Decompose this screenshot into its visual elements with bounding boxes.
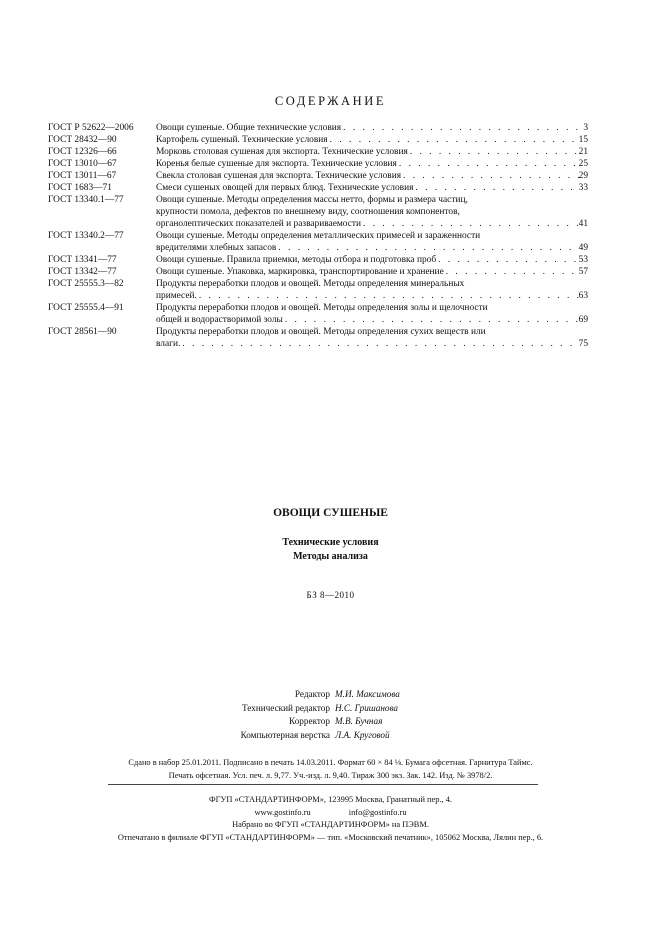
toc-entry[interactable]	[48, 230, 588, 254]
toc-standard-code: ГОСТ 28432—90	[48, 135, 117, 145]
toc-page-number: 29	[578, 171, 588, 181]
toc-entry-body	[156, 266, 588, 278]
toc-leader-line	[156, 314, 588, 326]
toc-entry-body	[156, 278, 588, 302]
toc-standard-code: ГОСТ 1683—71	[48, 183, 112, 193]
publisher-contacts	[0, 807, 661, 820]
dot-leader	[197, 290, 579, 302]
dot-leader	[444, 266, 579, 278]
dot-leader	[408, 146, 579, 158]
toc-leader-line	[156, 146, 588, 158]
toc-page-number: 3	[583, 123, 588, 133]
toc-entry-body	[156, 302, 588, 326]
imprint-line-2: Печать офсетная. Усл. печ. л. 9,77. Уч.-изд. л. 9,40. Тираж 300 экз. Зак. 142. Изд. № 3978/2.	[168, 771, 493, 780]
toc-page-number: 41	[578, 219, 588, 229]
divider	[108, 784, 538, 785]
toc-standard-code: ГОСТ 13011—67	[48, 171, 117, 181]
publisher-address: ФГУП «СТАНДАРТИНФОРМ», 123995 Москва, Гранатный пер., 4.	[209, 795, 452, 804]
credit-role: Редактор	[294, 689, 330, 699]
book-subtitle-methods: Методы анализа	[293, 551, 368, 562]
credit-role: Технический редактор	[242, 702, 330, 713]
print-imprint	[0, 756, 661, 782]
toc-standard-code: ГОСТ 13010—67	[48, 159, 117, 169]
toc-entry[interactable]	[48, 146, 588, 158]
dot-leader	[413, 182, 578, 194]
toc-entry-body	[156, 326, 588, 350]
toc-page-number: 57	[578, 267, 588, 277]
toc-entry[interactable]	[48, 170, 588, 182]
toc-entry-body	[156, 158, 588, 170]
toc-title-line: Смеси сушеных овощей для первых блюд. Технические условия	[156, 183, 414, 193]
toc-page-number: 53	[578, 255, 588, 265]
toc-title-line: вредителями хлебных запасов	[156, 243, 277, 253]
dot-leader	[328, 134, 579, 146]
credit-line	[0, 715, 661, 729]
toc-standard-code: ГОСТ Р 52622—2006	[48, 123, 134, 133]
toc-entry-body	[156, 134, 588, 146]
toc-standard-code: ГОСТ 13340.2—77	[48, 231, 124, 241]
toc-title-line: Картофель сушеный. Технические условия	[156, 135, 328, 145]
toc-entry[interactable]	[48, 302, 588, 326]
table-of-contents	[48, 122, 588, 350]
toc-title-line: Продукты переработки плодов и овощей. Методы определения золы и щелочности	[156, 303, 488, 313]
dot-leader	[397, 158, 579, 170]
toc-leader-line	[156, 122, 588, 134]
bz-index: БЗ 8—2010	[306, 590, 355, 600]
toc-title-line: Морковь столовая сушеная для экспорта. Технические условия	[156, 147, 408, 157]
toc-entry[interactable]	[48, 266, 588, 278]
printing-note: Отпечатано в филиале ФГУП «СТАНДАРТИНФОРМ» — тип. «Московский печатник», 105062 Москва, Лялин пер., 6.	[117, 832, 544, 842]
typeset-note: Набрано во ФГУП «СТАНДАРТИНФОРМ» на ПЭВМ.	[232, 820, 429, 829]
toc-title-line: Овощи сушеные. Общие технические условия	[156, 123, 342, 133]
credits-block	[0, 688, 661, 742]
dot-leader	[276, 242, 578, 254]
toc-page-number: 33	[578, 183, 588, 193]
toc-entry[interactable]	[48, 122, 588, 134]
toc-leader-line	[156, 158, 588, 170]
credit-line	[0, 702, 661, 716]
toc-title-line: Овощи сушеные. Методы определения массы нетто, формы и размера частиц,	[156, 195, 468, 205]
book-title: ОВОЩИ СУШЕНЫЕ	[273, 507, 388, 519]
dot-leader	[341, 122, 583, 134]
toc-leader-line	[156, 242, 588, 254]
credit-line	[0, 688, 661, 702]
toc-page-number: 21	[578, 147, 588, 157]
toc-title-line: Овощи сушеные. Методы определения металлических примесей и зараженности	[156, 231, 481, 241]
dot-leader	[283, 314, 579, 326]
toc-entry-body	[156, 254, 588, 266]
credit-role: Корректор	[289, 716, 330, 726]
toc-standard-code: ГОСТ 25555.3—82	[48, 279, 124, 289]
toc-entry-body	[156, 146, 588, 158]
toc-entry-body	[156, 122, 588, 134]
toc-title-line: примесей.	[156, 291, 197, 301]
toc-title-line: Коренья белые сушеные для экспорта. Технические условия	[156, 159, 397, 169]
toc-entry-body	[156, 170, 588, 182]
credit-role: Компьютерная верстка	[240, 729, 330, 740]
credit-line	[0, 729, 661, 743]
toc-entry-body	[156, 182, 588, 194]
dot-leader	[436, 254, 579, 266]
toc-title-line: Овощи сушеные. Правила приемки, методы отбора и подготовка проб	[156, 255, 437, 265]
toc-entry[interactable]	[48, 254, 588, 266]
toc-leader-line	[156, 338, 588, 350]
dot-leader	[401, 170, 579, 182]
toc-page-number: 15	[578, 135, 588, 145]
toc-title-line: органолептических показателей и развариваемости	[156, 219, 361, 229]
toc-standard-code: ГОСТ 12326—66	[48, 147, 117, 157]
toc-standard-code: ГОСТ 28561—90	[48, 327, 117, 337]
toc-title-line: Продукты переработки плодов и овощей. Методы определения минеральных	[156, 279, 465, 289]
dot-leader	[180, 338, 578, 350]
toc-page-number: 25	[578, 159, 588, 169]
toc-entry[interactable]	[48, 194, 588, 230]
credit-name: Л.А. Круговой	[335, 729, 390, 740]
toc-leader-line	[156, 170, 588, 182]
toc-entry-body	[156, 194, 588, 230]
toc-entry-body	[156, 230, 588, 254]
toc-page-number: 69	[578, 315, 588, 325]
toc-leader-line	[156, 182, 588, 194]
credit-name: Н.С. Гришанова	[335, 702, 399, 713]
toc-standard-code: ГОСТ 13341—77	[48, 255, 117, 265]
toc-title-line: Свекла столовая сушеная для экспорта. Технические условия	[156, 171, 402, 181]
toc-title-line: влаги.	[156, 339, 181, 349]
toc-leader-line	[156, 254, 588, 266]
contents-heading: СОДЕРЖАНИЕ	[274, 94, 387, 108]
toc-page-number: 75	[578, 339, 588, 349]
toc-title-line: Овощи сушеные. Упаковка, маркировка, транспортирование и хранение	[156, 267, 444, 277]
toc-title-line: общей и водорастворимой золы	[156, 315, 283, 325]
toc-page-number: 63	[578, 291, 588, 301]
toc-leader-line	[156, 218, 588, 230]
credit-name: М.В. Бучная	[335, 716, 383, 726]
toc-leader-line	[156, 134, 588, 146]
dot-leader	[361, 218, 579, 230]
toc-standard-code: ГОСТ 25555.4—91	[48, 303, 124, 313]
toc-leader-line	[156, 266, 588, 278]
book-subtitle-specs: Технические условия	[282, 537, 379, 548]
imprint-line-1: Сдано в набор 25.01.2011. Подписано в печать 14.03.2011. Формат 60 × 84 ⅛. Бумага офсетная. Гарнитура Таймс.	[128, 758, 533, 767]
toc-title-line: крупности помола, дефектов по внешнему виду, соотношения компонентов,	[156, 207, 460, 217]
website-link[interactable]: www.gostinfo.ru	[254, 807, 311, 817]
toc-entry[interactable]	[48, 278, 588, 302]
toc-leader-line	[156, 290, 588, 302]
toc-page-number: 49	[578, 243, 588, 253]
toc-standard-code: ГОСТ 13340.1—77	[48, 195, 124, 205]
toc-entry[interactable]	[48, 134, 588, 146]
toc-entry[interactable]	[48, 182, 588, 194]
toc-title-line: Продукты переработки плодов и овощей. Методы определения сухих веществ или	[156, 327, 486, 337]
toc-standard-code: ГОСТ 13342—77	[48, 267, 117, 277]
credit-name: М.И. Максимова	[335, 689, 400, 699]
publisher-block	[0, 794, 661, 844]
toc-entry[interactable]	[48, 326, 588, 350]
email-link[interactable]: info@gostinfo.ru	[348, 807, 407, 817]
toc-entry[interactable]	[48, 158, 588, 170]
